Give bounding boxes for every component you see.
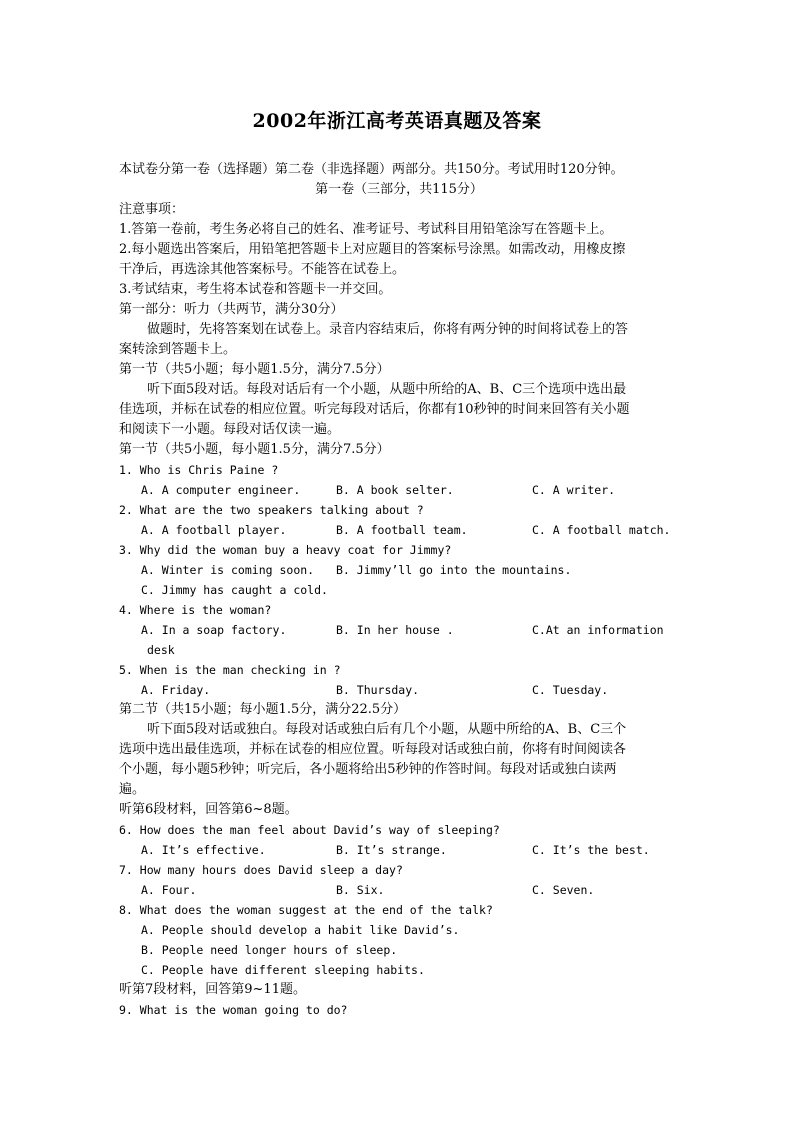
question-7-options (119, 880, 679, 900)
q8-option-a: A. People should develop a habit like David’s. (141, 923, 460, 937)
section1-instruction-c: 和阅读下一小题。每段对话仅读一遍。 (119, 422, 341, 437)
note-2a: 2.每小题选出答案后，用铅笔把答题卡上对应题目的答案标号涂黑。如需改动，用橡皮擦 (119, 242, 626, 257)
q2-option-b: B. A football team. (336, 523, 468, 537)
document-body (119, 160, 679, 1020)
q1-option-b: B. A book selter. (336, 483, 454, 497)
q3-option-a: A. Winter is coming soon. (141, 563, 315, 577)
question-7: 7. How many hours does David sleep a day? (119, 863, 403, 877)
part1-instruction-a: 做题时，先将答案划在试卷上。录音内容结束后，你将有两分钟的时间将试卷上的答 (147, 322, 629, 337)
section2-instruction-a: 听下面5段对话或独白。每段对话或独白后有几个小题，从题中所给的A、B、C三个 (147, 722, 627, 737)
volume-heading: 第一卷（三部分，共115分） (315, 182, 483, 197)
question-8: 8. What does the woman suggest at the end of the talk? (119, 903, 493, 917)
q7-option-b: B. Six. (336, 883, 385, 897)
q3-option-b: B. Jimmy’ll go into the mountains. (336, 563, 572, 577)
q5-option-b: B. Thursday. (336, 683, 420, 697)
q4-option-a: A. In a soap factory. (141, 623, 287, 637)
notes-heading: 注意事项： (119, 202, 185, 217)
q6-option-b: B. It’s strange. (336, 843, 447, 857)
part1-heading: 第一部分：听力（共两节，满分30分） (119, 302, 344, 317)
section1-heading: 第一节（共5小题；每小题1.5分，满分7.5分） (119, 362, 390, 377)
q4-option-c: C.At an information (532, 623, 664, 637)
material-6-heading: 听第6段材料，回答第6~8题。 (119, 802, 298, 817)
q1-option-c: C. A writer. (532, 483, 616, 497)
q2-option-a: A. A football player. (141, 523, 287, 537)
q6-option-a: A. It’s effective. (141, 843, 266, 857)
q1-option-a: A. A computer engineer. (141, 483, 301, 497)
part1-instruction-b: 案转涂到答题卡上。 (119, 342, 237, 357)
q8-option-b: B. People need longer hours of sleep. (141, 943, 398, 957)
question-6-options (119, 840, 679, 860)
section2-heading: 第二节（共15小题；每小题1.5分，满分22.5分） (119, 702, 407, 717)
question-6: 6. How does the man feel about David’s way of sleeping? (119, 823, 500, 837)
q3-option-c: C. Jimmy has caught a cold. (141, 583, 328, 597)
question-3-options-ab (119, 560, 679, 580)
note-3: 3.考试结束，考生将本试卷和答题卡一并交回。 (119, 282, 392, 297)
page-title: 2002年浙江高考英语真题及答案 (252, 110, 542, 132)
note-1: 1.答第一卷前，考生务必将自己的姓名、准考证号、考试科目用铅笔涂写在答题卡上。 (119, 222, 613, 237)
question-4: 4. Where is the woman? (119, 603, 272, 617)
section2-instruction-b: 选项中选出最佳选项，并标在试卷的相应位置。听每段对话或独白前，你将有时间阅读各 (119, 742, 627, 757)
note-2b: 干净后，再选涂其他答案标号。不能答在试卷上。 (119, 262, 406, 277)
question-5: 5. When is the man checking in ? (119, 663, 341, 677)
question-4-options (119, 620, 679, 640)
question-1: 1. Who is Chris Paine ? (119, 463, 279, 477)
q6-option-c: C. It’s the best. (532, 843, 650, 857)
q8-option-c: C. People have different sleeping habits. (141, 963, 425, 977)
section2-instruction-d: 遍。 (119, 782, 146, 797)
question-9: 9. What is the woman going to do? (119, 1003, 348, 1017)
q7-option-a: A. Four. (141, 883, 197, 897)
section1-instruction-a: 听下面5段对话。每段对话后有一个小题，从题中所给的A、B、C三个选项中选出最 (147, 382, 627, 397)
section1-instruction-b: 佳选项，并标在试卷的相应位置。听完每段对话后，你都有10秒钟的时间来回答有关小题 (119, 402, 630, 417)
q5-option-a: A. Friday. (141, 683, 211, 697)
q4-option-b: B. In her house . (336, 623, 454, 637)
question-5-options (119, 680, 679, 700)
intro-line: 本试卷分第一卷（选择题）第二卷（非选择题）两部分。共150分。考试用时120分钟。 (119, 162, 624, 177)
question-1-options (119, 480, 679, 500)
material-7-heading: 听第7段材料，回答第9~11题。 (119, 982, 306, 997)
question-2: 2. What are the two speakers talking about ? (119, 503, 424, 517)
q5-option-c: C. Tuesday. (532, 683, 609, 697)
question-3: 3. Why did the woman buy a heavy coat for Jimmy? (119, 543, 452, 557)
q4-option-c-continued: desk (147, 643, 175, 657)
section2-instruction-c: 个小题，每小题5秒钟；听完后，各小题将给出5秒钟的作答时间。每段对话或独白读两 (119, 762, 617, 777)
section1-heading-repeat: 第一节（共5小题，每小题1.5分，满分7.5分） (119, 442, 390, 457)
q2-option-c: C. A football match. (532, 523, 671, 537)
q7-option-c: C. Seven. (532, 883, 595, 897)
question-2-options (119, 520, 679, 540)
